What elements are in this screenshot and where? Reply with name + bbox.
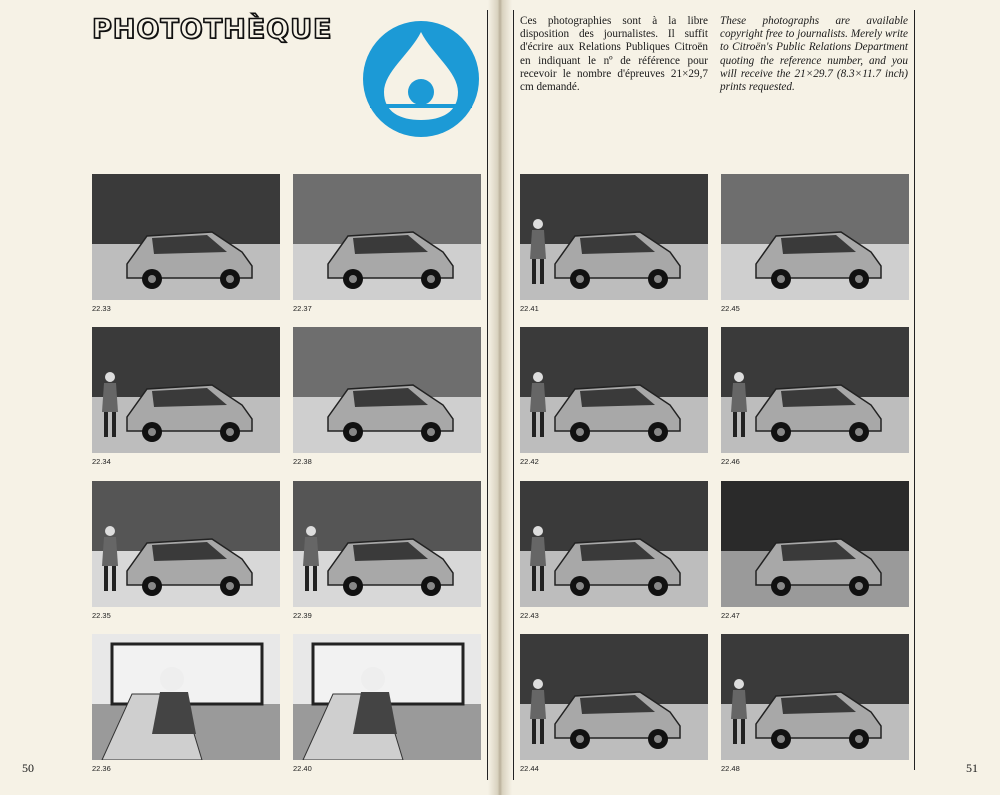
car-photo [92,481,280,607]
car-photo [293,174,481,300]
page-title: PHOTOTHÈQUE [92,14,333,45]
car-photo [721,481,909,607]
photo-reference-number: 22.44 [520,764,539,773]
car-photo [721,327,909,453]
car-photo [721,634,909,760]
photo-reference-number: 22.47 [721,611,740,620]
car-photo [520,634,708,760]
car-photo [293,327,481,453]
page-number-right: 51 [966,761,978,775]
photo-reference-number: 22.43 [520,611,539,620]
intro-english: These photographs are available copyright free to journalists. Merely write to Citroën's Public Relations Department quoting the reference number, and you will receive the 21×29.7 (8.3×11.7 inch) prints requested. [720,15,908,94]
photo-reference-number: 22.35 [92,611,111,620]
right-margin-rule [914,10,915,770]
right-column-divider [513,10,514,780]
photo-reference-number: 22.46 [721,457,740,466]
page-number-left: 50 [22,761,34,775]
photo-reference-number: 22.34 [92,457,111,466]
car-photo [293,634,481,760]
car-photo [520,481,708,607]
photo-reference-number: 22.42 [520,457,539,466]
car-photo [92,327,280,453]
intro-french: Ces photographies sont à la libre disposition des journalistes. Il suffit d'écrire aux Relations Publiques Citroën en indiquant le nº de référence pour recevoir le nombre d'épreuves 21×29,7 cm demandé. [520,15,708,94]
citroen-logo-icon [362,20,480,138]
car-photo [293,481,481,607]
car-photo [92,634,280,760]
car-photo [92,174,280,300]
photo-reference-number: 22.39 [293,611,312,620]
book-gutter [488,0,512,795]
photo-reference-number: 22.33 [92,304,111,313]
car-photo [520,174,708,300]
car-photo [721,174,909,300]
car-photo [520,327,708,453]
photo-reference-number: 22.40 [293,764,312,773]
photo-reference-number: 22.48 [721,764,740,773]
photo-reference-number: 22.41 [520,304,539,313]
photo-reference-number: 22.36 [92,764,111,773]
left-column-rule [487,10,488,780]
photo-reference-number: 22.37 [293,304,312,313]
photo-reference-number: 22.45 [721,304,740,313]
photo-reference-number: 22.38 [293,457,312,466]
